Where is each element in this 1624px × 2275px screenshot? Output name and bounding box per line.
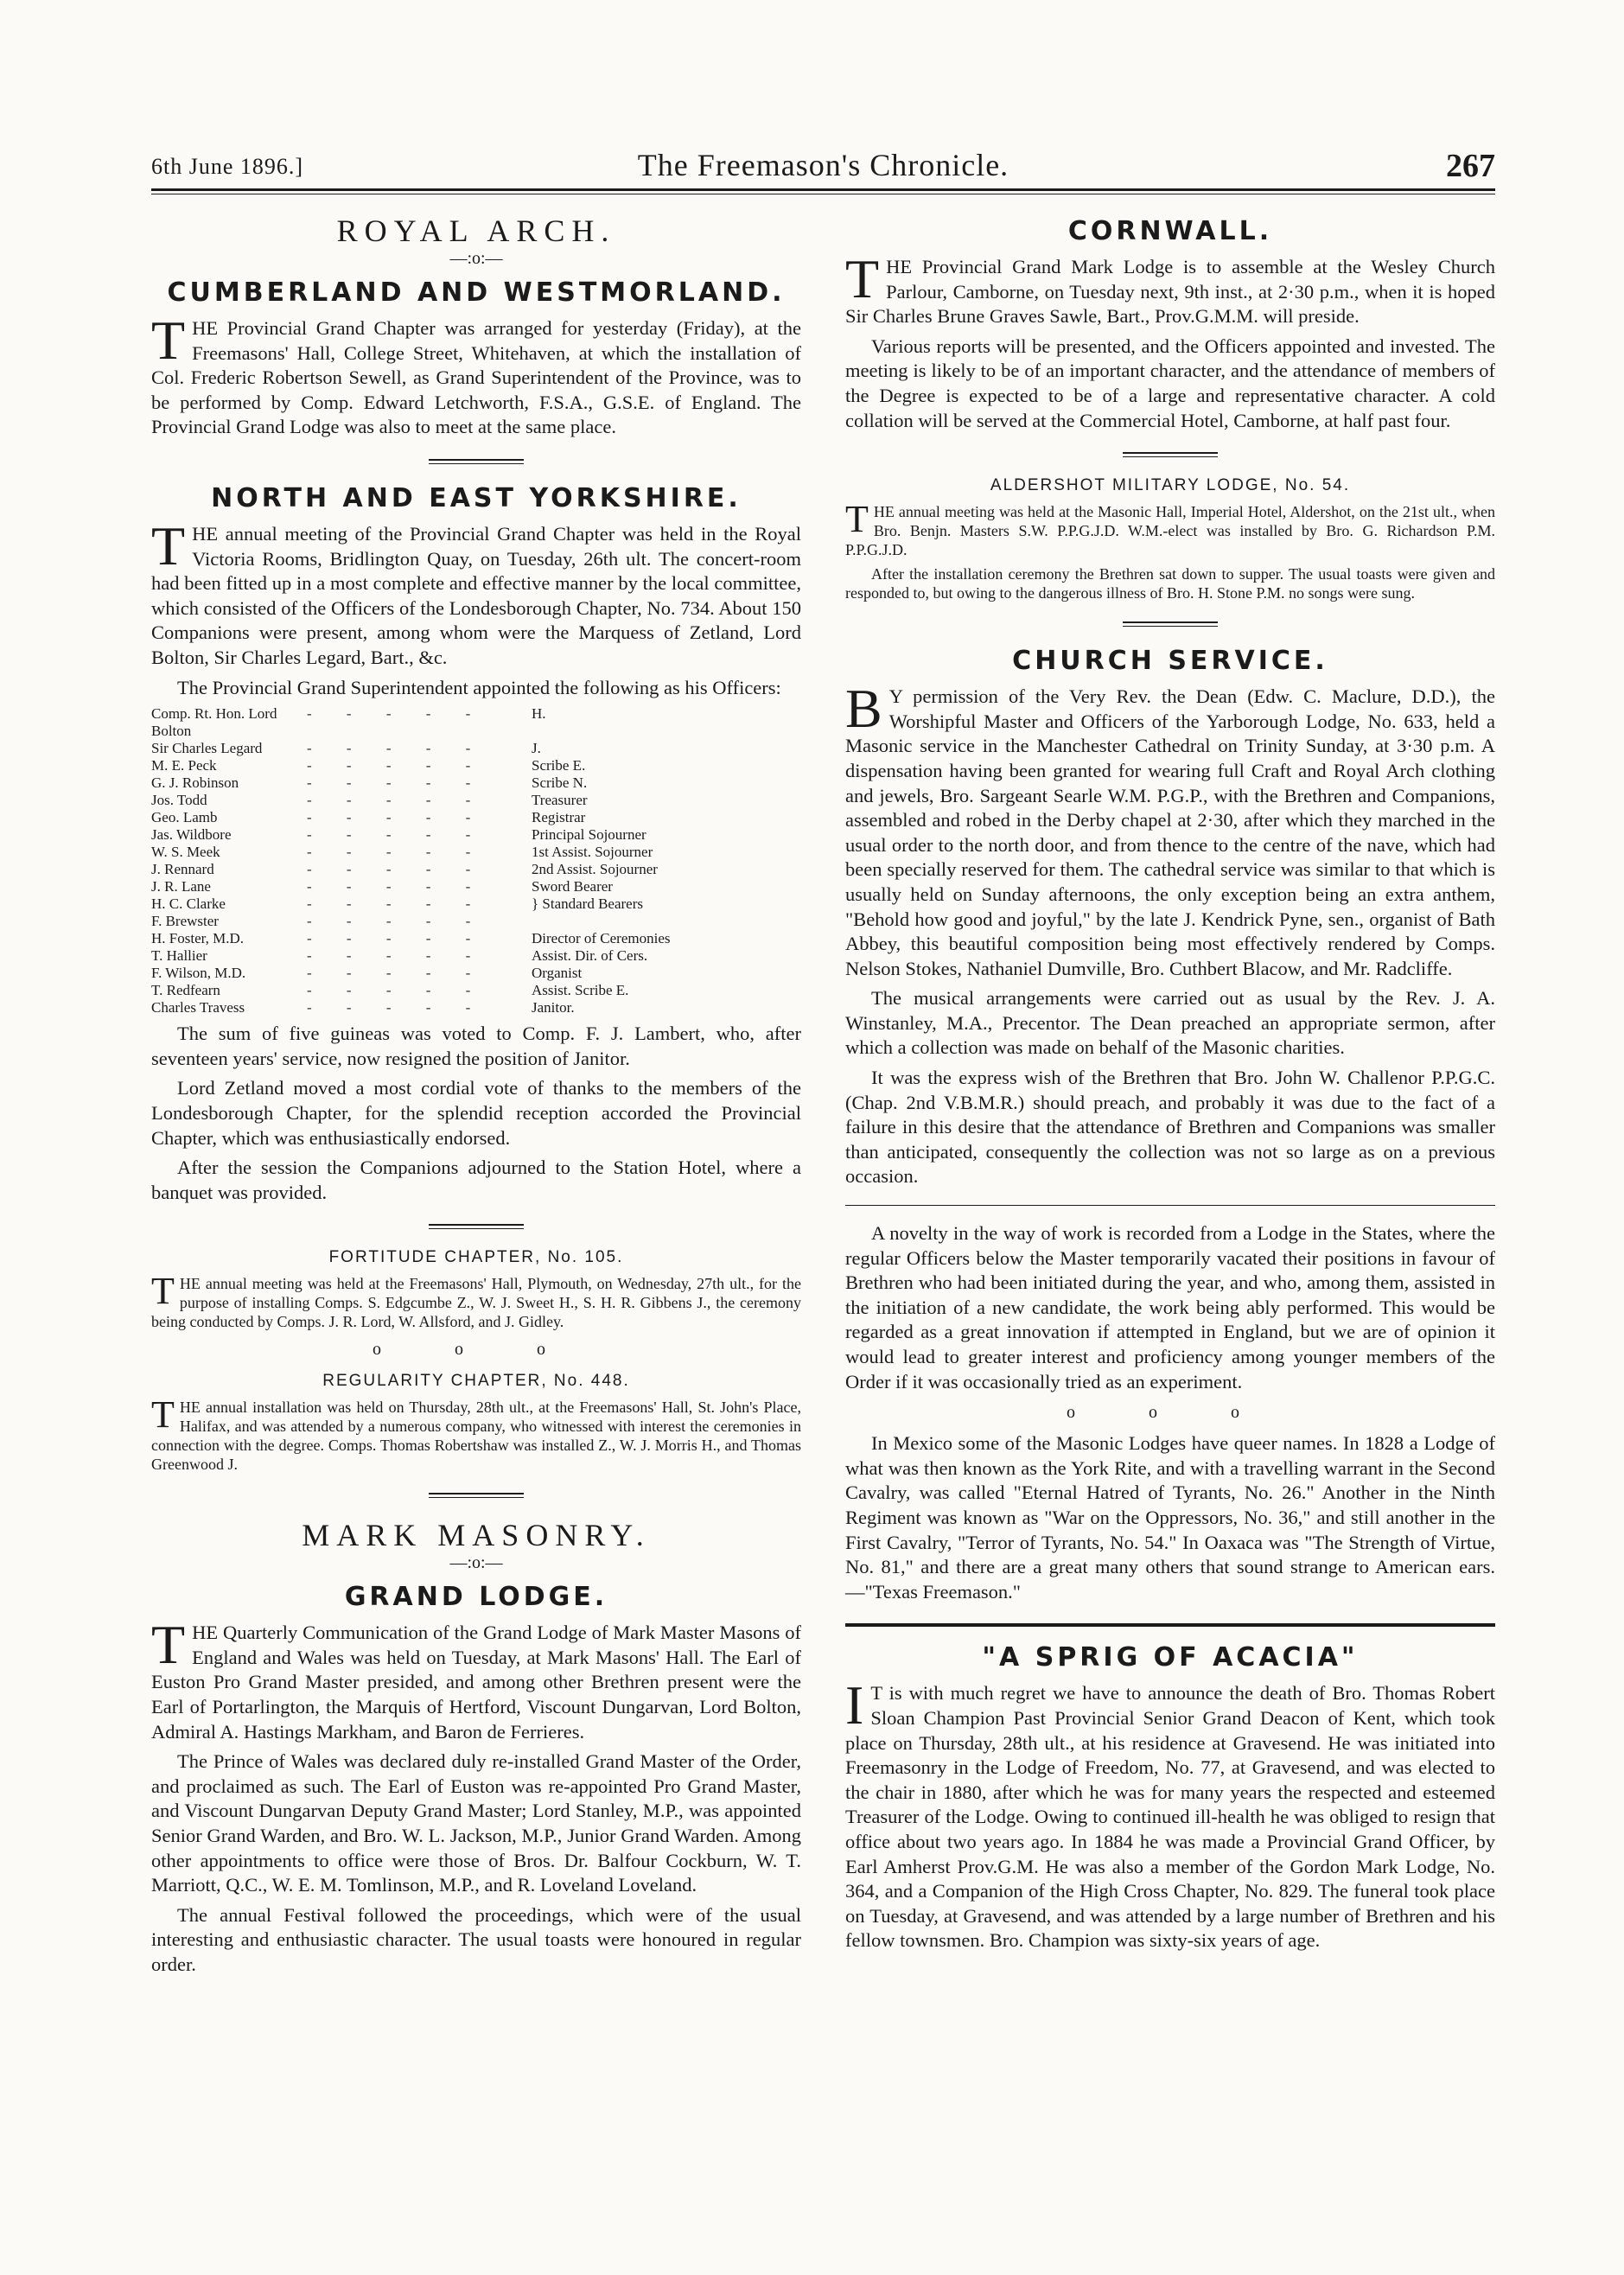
article-north-east-p1: THE annual meeting of the Provincial Grand Chapter was held in the Royal Victoria Rooms, Bridlington Quay, on Tuesday, 26th ult. The concert-room had been fitted up in a most complete and effective manner by the local committee, which consisted of the Officers of the Londesborough Chapter, No. 734. About 150 Companions were present, among whom were the Marquess of Zetland, Lord Bolton, Sir Charles Legard, Bart., &c. — [151, 514, 801, 668]
article-novelty: A novelty in the way of work is recorded from a Lodge in the States, where the regular Officers below the Master temporarily vacated their positions in favour of Brethren who had been initiated during the year, and who, among them, assisted in the initiation of a new candidate, the work being ably performed. This would be regarded as a great innovation if attempted in England, but we are of opinion it would lead to greater interest and proficiency among younger members of the Order if it was occasionally tried as an experiment. — [845, 1222, 1495, 1392]
dash-leader: - - - - - — [307, 844, 487, 861]
officer-name: Jos. Todd — [151, 792, 207, 809]
article-church-p1: B Y permission of the Very Rev. the Dean (Edw. C. Maclure, D.D.), the Worshipful Master and Officers of the Yarborough Lodge, No. 633, held a Masonic service in the Manchester Cathedral on Trinity Sunday, at 3·30 p.m. A dispensation having been granted for wearing full Craft and Royal Arch clothing and jewels, Bro. Sargeant Searle W.M. P.G.P., with the Brethren and Companions, assembled and robed in the Derby chapel at 2·30, after which they marched in the usual order to the north door, and from thence to the centre of the nave, which had been specially reserved for them. The cathedral service was similar to that which is usually held on Sunday afternoons, the only exception being an extra anthem, "Behold how good and joyful," by the late J. Kendrick Pyne, sen., organist of Bath Abbey, this beautiful composition being most effectively rendered by Comps. Nelson Stokes, Nathaniel Dumville, Bro. Cuthbert Blacow, and Mr. Radcliffe. — [845, 678, 1495, 979]
dash-leader: - - - - - — [307, 705, 487, 723]
article-grand-lodge-p3: The annual Festival followed the proceedings, which were of the usual interesting and enthusiastic character. The usual toasts were honoured in regular order. — [151, 1903, 801, 1975]
officer-row — [151, 982, 774, 999]
dash-leader: - - - - - — [307, 826, 487, 844]
officer-office — [532, 913, 774, 930]
divider — [429, 459, 524, 464]
drop-cap: T — [151, 1614, 186, 1676]
officer-name: T. Hallier — [151, 947, 207, 965]
right-column — [845, 207, 1495, 1959]
officer-office: 2nd Assist. Sojourner — [532, 861, 658, 878]
officer-office: Sword Bearer — [532, 878, 613, 895]
dash-leader: - - - - - — [307, 757, 487, 774]
heading-ornament: —:o:— — [449, 1553, 503, 1573]
officer-row — [151, 740, 774, 757]
heading-aldershot-lodge: ALDERSHOT MILITARY LODGE, No. 54. — [990, 476, 1351, 495]
officer-office: } Standard Bearers — [532, 895, 644, 913]
masthead-rule — [151, 188, 1495, 194]
officer-office: Scribe N. — [532, 774, 588, 792]
divider — [429, 1493, 524, 1498]
dash-leader: - - - - - — [307, 878, 487, 895]
article-church-p3: It was the express wish of the Brethren that Bro. John W. Challenor P.P.G.C. (Chap. 2nd V.B.M.R.) should preach, and probably it was due to the fact of a failure in this desire that the attendance of Brethren and Companions was smaller than anticipated, consequently the collection was not so large as on a previous occasion. — [845, 1067, 1495, 1188]
officer-name: F. Brewster — [151, 913, 219, 930]
drop-cap: T — [845, 248, 880, 309]
officer-row — [151, 809, 774, 826]
article-aldershot-p1: THE annual meeting was held at the Masonic Hall, Imperial Hotel, Aldershot, on the 21st ult., when Bro. Benjn. Masters S.W. P.P.G.J.D. W.M.-elect was installed by Bro. G. Richardson P.M. P.P.G.J.D. — [845, 498, 1495, 559]
officer-name: M. E. Peck — [151, 757, 217, 774]
dash-leader: - - - - - — [307, 774, 487, 792]
officer-row — [151, 999, 774, 1016]
dash-leader: - - - - - — [307, 965, 487, 982]
officer-office: Treasurer — [532, 792, 588, 809]
article-aldershot-p2: After the installation ceremony the Brethren sat down to supper. The usual toasts were given and responded to, but owing to the dangerous illness of Bro. H. Stone P.M. no songs were sung. — [845, 565, 1495, 602]
separator-dots: o o o — [1067, 1403, 1274, 1423]
drop-cap: T — [151, 309, 186, 371]
officer-row — [151, 826, 774, 844]
subheading-grand-lodge: GRAND LODGE. — [344, 1582, 608, 1613]
article-cornwall-p2: Various reports will be presented, and the Officers appointed and invested. The meeting is likely to be of an important character, and the attendance of members of the Degree is expected to be of a large and representative character. A cold collation will be served at the Commercial Hotel, Camborne, at half past four. — [845, 335, 1495, 431]
officer-name: W. S. Meek — [151, 844, 220, 861]
officer-name: Jas. Wildbore — [151, 826, 232, 844]
officer-office: H. — [532, 705, 546, 723]
article-grand-lodge-p2: The Prince of Wales was declared duly re-installed Grand Master of the Order, and proclaimed as such. The Earl of Euston was re-appointed Pro Grand Master, and Viscount Dungarvan Deputy Grand Master; Lord Stanley, M.P., was appointed Senior Grand Warden, and Bro. W. L. Jackson, M.P., Junior Grand Warden. Among other appointments to office were those of Bros. Dr. Balfour Cockburn, W. T. Marriott, Q.C., W. E. M. Tomlinson, M.P., and R. Loveland Loveland. — [151, 1750, 801, 1896]
subheading-cornwall: CORNWALL. — [1067, 216, 1273, 246]
officer-office: 1st Assist. Sojourner — [532, 844, 653, 861]
dash-leader: - - - - - — [307, 930, 487, 947]
subheading-north-east-yorkshire: NORTH AND EAST YORKSHIRE. — [211, 482, 742, 513]
left-column — [151, 207, 801, 1983]
officer-row — [151, 861, 774, 878]
divider — [429, 1224, 524, 1229]
divider — [845, 1623, 1495, 1627]
dash-leader: - - - - - — [307, 740, 487, 757]
drop-cap: T — [151, 514, 186, 577]
article-grand-lodge-p1: THE Quarterly Communication of the Grand Lodge of Mark Master Masons of England and Wales was held on Tuesday, at Mark Masons' Hall. The Earl of Euston Pro Grand Master presided, and among other Brethren present were the Earl of Portarlington, the Marquis of Hertford, Viscount Dungarvan, Lord Bolton, Admiral A. Hastings Markham, and Baron de Ferrieres. — [151, 1614, 801, 1743]
drop-cap: T — [151, 1270, 175, 1313]
officer-name: Charles Travess — [151, 999, 245, 1016]
officer-name: G. J. Robinson — [151, 774, 239, 792]
officer-row — [151, 792, 774, 809]
masthead — [151, 147, 1495, 182]
subheading-cumberland: CUMBERLAND AND WESTMORLAND. — [167, 277, 786, 308]
issue-date: 6th June 1896.] — [151, 154, 304, 179]
officer-name: Comp. Rt. Hon. Lord Bolton — [151, 705, 277, 740]
officer-office: Assist. Dir. of Cers. — [532, 947, 648, 965]
officer-row — [151, 844, 774, 861]
officer-name: J. R. Lane — [151, 878, 211, 895]
divider — [1123, 621, 1218, 627]
officer-name: H. C. Clarke — [151, 895, 226, 913]
officer-row — [151, 705, 774, 740]
officer-name: Sir Charles Legard — [151, 740, 263, 757]
separator-dots: o o o — [373, 1340, 580, 1360]
heading-fortitude-chapter: FORTITUDE CHAPTER, No. 105. — [328, 1248, 624, 1267]
officer-name: H. Foster, M.D. — [151, 930, 244, 947]
officer-office: J. — [532, 740, 541, 757]
officer-office: Registrar — [532, 809, 586, 826]
article-regularity: THE annual installation was held on Thursday, 28th ult., at the Freemasons' Hall, St. John's Place, Halifax, and was attended by a numerous company, who witnessed with interest the ceremonies in connection with the degree. Comps. Thomas Robertshaw was installed Z., W. J. Morris H., and Thomas Greenwood J. — [151, 1393, 801, 1474]
officer-row — [151, 757, 774, 774]
officer-name: F. Wilson, M.D. — [151, 965, 246, 982]
page-number: 267 — [1446, 148, 1495, 184]
drop-cap: I — [845, 1674, 864, 1737]
officer-name: T. Redfearn — [151, 982, 220, 999]
article-obituary: I T is with much regret we have to announce the death of Bro. Thomas Robert Sloan Champion Past Provincial Senior Grand Deacon of Kent, which took place on Thursday, 28th ult., at his residence at Gravesend. He was initiated into Freemasonry in the Lodge of Freedom, No. 77, at Gravesend, and was elected to the chair in 1880, after which he was for many years the respected and esteemed Treasurer of the Lodge. Owing to continued ill-health he was obliged to resign that office about two years ago. In 1884 he was made a Provincial Grand Officer, by Earl Amherst Prov.G.M. He was also a member of the Gordon Mark Lodge, No. 364, and a Companion of the High Cross Chapter, No. 829. The funeral took place on Tuesday, at Gravesend, and was attended by a large number of Brethren and his fellow townsmen. Bro. Champion was sixty-six years of age. — [845, 1674, 1495, 1952]
publication-title: The Freemason's Chronicle. — [637, 148, 1009, 182]
section-heading-royal-arch: ROYAL ARCH. — [336, 213, 616, 248]
officer-row — [151, 947, 774, 965]
section-heading-mark-masonry: MARK MASONRY. — [302, 1518, 651, 1553]
officer-office: Organist — [532, 965, 583, 982]
officer-row — [151, 965, 774, 982]
officer-office: Scribe E. — [532, 757, 586, 774]
officer-row — [151, 913, 774, 930]
officer-office: Principal Sojourner — [532, 826, 646, 844]
article-north-east-p3: The sum of five guineas was voted to Comp. F. J. Lambert, who, after seventeen years' service, now resigned the position of Janitor. — [151, 1023, 801, 1069]
officer-office: Janitor. — [532, 999, 575, 1016]
drop-cap: T — [151, 1393, 175, 1437]
heading-ornament: —:o:— — [449, 249, 503, 268]
officer-office: Assist. Scribe E. — [532, 982, 629, 999]
officers-list — [151, 705, 774, 1016]
heading-regularity-chapter: REGULARITY CHAPTER, No. 448. — [322, 1372, 630, 1391]
officer-row — [151, 930, 774, 947]
article-cumberland: THE Provincial Grand Chapter was arranged for yesterday (Friday), at the Freemasons' Hall, College Street, Whitehaven, at which the installation of Col. Frederic Robertson Sewell, as Grand Superintendent of the Province, was to be performed by Comp. Edward Letchworth, F.S.A., G.S.E. of England. The Provincial Grand Lodge was also to meet at the same place. — [151, 309, 801, 438]
dash-leader: - - - - - — [307, 861, 487, 878]
article-north-east-p5: After the session the Companions adjourned to the Station Hotel, where a banquet was provided. — [151, 1157, 801, 1203]
drop-cap: T — [845, 498, 869, 541]
officer-office: Director of Ceremonies — [532, 930, 671, 947]
divider — [1123, 452, 1218, 457]
dash-leader: - - - - - — [307, 792, 487, 809]
drop-cap: B — [845, 678, 882, 740]
officer-row — [151, 774, 774, 792]
article-north-east-p4: Lord Zetland moved a most cordial vote of thanks to the members of the Londesborough Chapter, for the splendid reception accorded the Provincial Chapter, which was enthusiastically endorsed. — [151, 1077, 801, 1149]
article-fortitude: THE annual meeting was held at the Freemasons' Hall, Plymouth, on Wednesday, 27th ult., for the purpose of installing Comps. S. Edgcumbe Z., W. J. Sweet H., S. H. R. Gibbens J., the ceremony being conducted by Comps. J. R. Lord, W. Allsford, and J. Gidley. — [151, 1270, 801, 1331]
article-north-east-p2: The Provincial Grand Superintendent appointed the following as his Officers: — [177, 676, 781, 698]
dash-leader: - - - - - — [307, 947, 487, 965]
dash-leader: - - - - - — [307, 895, 487, 913]
officer-row — [151, 878, 774, 895]
article-mexico: In Mexico some of the Masonic Lodges have queer names. In 1828 a Lodge of what was then known as the York Rite, and with a travelling warrant in the Second Cavalry, was called "Eternal Hatred of Tyrants, No. 26." Another in the Ninth Regiment was known as "War on the Oppressors, No. 36," and still another in the First Cavalry, "Terror of Tyrants, No. 54." In Oaxaca was "The Strength of Virtue, No. 81," and there are a great many others that sound strange to American ears.—"Texas Freemason." — [845, 1432, 1495, 1603]
dash-leader: - - - - - — [307, 982, 487, 999]
officer-name: Geo. Lamb — [151, 809, 218, 826]
article-cornwall-p1: THE Provincial Grand Mark Lodge is to assemble at the Wesley Church Parlour, Camborne, on Tuesday next, 9th inst., at 2·30 p.m., when it is hoped Sir Charles Brune Graves Sawle, Bart., Prov.G.M.M. will preside. — [845, 248, 1495, 328]
officer-name: J. Rennard — [151, 861, 214, 878]
article-church-p2: The musical arrangements were carried out as usual by the Rev. J. A. Winstanley, M.A., Precentor. The Dean preached an appropriate sermon, after which a collection was made on behalf of the Masonic charities. — [845, 987, 1495, 1059]
dash-leader: - - - - - — [307, 913, 487, 930]
dash-leader: - - - - - — [307, 999, 487, 1016]
divider — [845, 1205, 1495, 1206]
officer-row — [151, 895, 774, 913]
subheading-sprig-of-acacia: "A SPRIG OF ACACIA" — [982, 1642, 1359, 1673]
dash-leader: - - - - - — [307, 809, 487, 826]
subheading-church-service: CHURCH SERVICE. — [1012, 646, 1328, 677]
